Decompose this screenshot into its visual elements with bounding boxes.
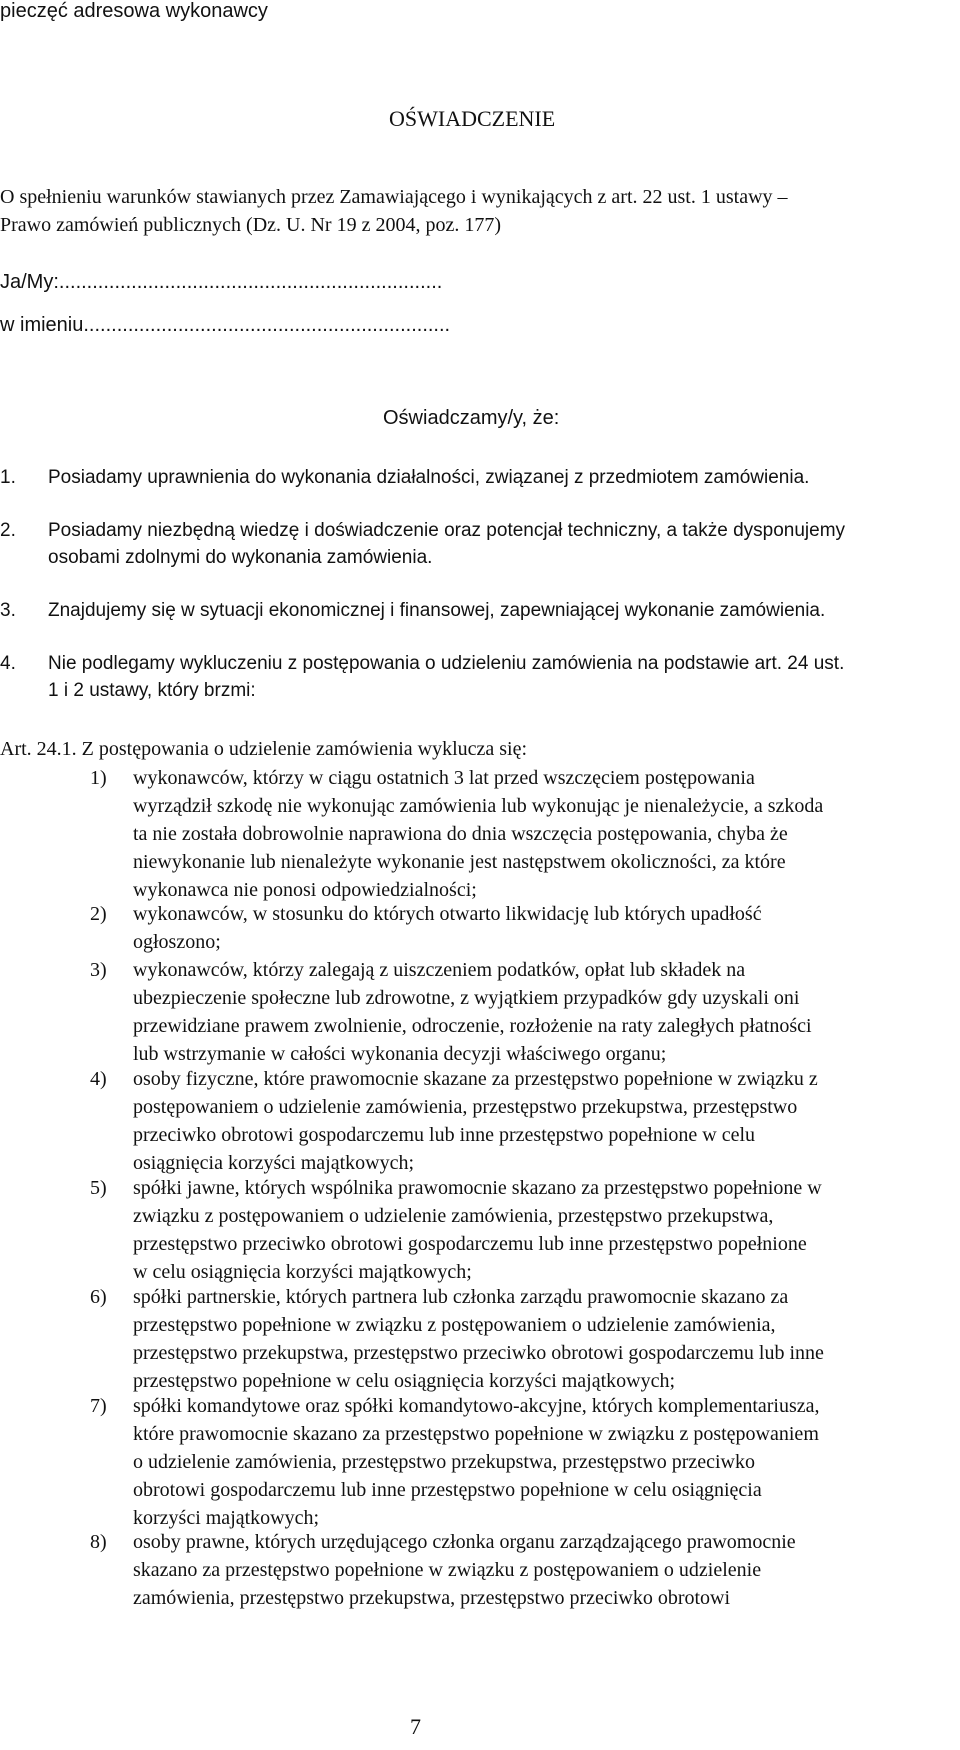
item-line: przewidziane prawem zwolnienie, odroczenie, rozłożenie na raty zaległych płatności — [133, 1015, 812, 1037]
declaration-text — [48, 650, 844, 677]
item-text — [133, 956, 812, 1068]
item-line: wykonawców, którzy w ciągu ostatnich 3 lat przed wszczęciem postępowania — [133, 767, 755, 789]
item-line: obrotowi gospodarczemu lub inne przestępstwo popełnione w celu osiągnięcia — [133, 1479, 762, 1501]
item-line: skazano za przestępstwo popełnione w związku z postępowaniem o udzielenie — [133, 1559, 762, 1581]
item-line: spółki jawne, których wspólnika prawomocnie skazano za przestępstwo popełnione w — [133, 1177, 822, 1199]
item-number: 3) — [90, 959, 107, 981]
item-line: ubezpieczenie społeczne lub zdrowotne, z wyjątkiem przypadków gdy uzyskali oni — [133, 987, 800, 1009]
item-line: przestępstwo popełnione w celu osiągnięcia korzyści majątkowych; — [133, 1370, 676, 1392]
item-line: przestępstwo popełnione w związku z postępowaniem o udzielenie zamówienia, — [133, 1314, 776, 1336]
page-number: 7 — [410, 1714, 421, 1739]
item-number: 6) — [90, 1286, 107, 1308]
item-line: spółki partnerskie, których partnera lub członka zarządu prawomocnie skazano za — [133, 1286, 789, 1308]
intro-line-2: Prawo zamówień publicznych (Dz. U. Nr 19 z 2004, poz. 177) — [0, 214, 501, 236]
declaration-number: 4. — [0, 653, 16, 674]
item-line: wyrządził szkodę nie wykonując zamówienia lub wykonując je nienależycie, a szkoda — [133, 795, 824, 817]
item-line: osoby prawne, których urzędującego członka organu zarządzającego prawomocnie — [133, 1531, 796, 1553]
declaration-line: Nie podlegamy wykluczeniu z postępowania o udzieleniu zamówienia na podstawie art. 24 ust. — [48, 653, 845, 674]
item-line: wykonawców, w stosunku do których otwarto likwidację lub których upadłość — [133, 903, 762, 925]
item-line: wykonawca nie ponosi odpowiedzialności; — [133, 879, 477, 901]
item-line: lub wstrzymanie w całości wykonania decyzji właściwego organu; — [133, 1043, 667, 1065]
item-line: wykonawców, którzy zalegają z uiszczeniem podatków, opłat lub składek na — [133, 959, 746, 981]
item-line: osiągnięcia korzyści majątkowych; — [133, 1152, 415, 1174]
w-imieniu-field: w imieniu.................................................................. — [0, 314, 451, 336]
item-number: 4) — [90, 1068, 107, 1090]
declaration-line: osobami zdolnymi do wykonania zamówienia. — [48, 547, 433, 568]
item-line: w celu osiągnięcia korzyści majątkowych; — [133, 1261, 472, 1283]
item-text — [133, 1174, 822, 1286]
item-line: spółki komandytowe oraz spółki komandytowo-akcyjne, których komplementariusza, — [133, 1395, 820, 1417]
article-heading: Art. 24.1. Z postępowania o udzielenie zamówienia wyklucza się: — [0, 738, 528, 760]
declaration-text — [48, 517, 845, 544]
item-text — [133, 900, 762, 956]
item-text — [133, 764, 823, 904]
item-line: które prawomocnie skazano za przestępstwo popełnione w związku z postępowaniem — [133, 1423, 819, 1445]
stamp-label: pieczęć adresowa wykonawcy — [0, 0, 268, 22]
item-line: postępowaniem o udzielenie zamówienia, przestępstwo przekupstwa, przestępstwo — [133, 1096, 798, 1118]
ja-my-field: Ja/My:..................................................................... — [0, 271, 443, 293]
item-number: 2) — [90, 903, 107, 925]
item-line: o udzielenie zamówienia, przestępstwo przekupstwa, przestępstwo przeciwko — [133, 1451, 755, 1473]
declaration-number: 3. — [0, 600, 16, 621]
item-line: związku z postępowaniem o udzielenie zamówienia, przestępstwo przekupstwa, — [133, 1205, 774, 1227]
item-number: 7) — [90, 1395, 107, 1417]
declaration-line: 1 i 2 ustawy, który brzmi: — [48, 680, 256, 701]
declaration-line: Posiadamy uprawnienia do wykonania działalności, związanej z przedmiotem zamówienia. — [48, 467, 810, 488]
item-line: zamówienia, przestępstwo przekupstwa, przestępstwo przeciwko obrotowi — [133, 1587, 731, 1609]
item-number: 5) — [90, 1177, 107, 1199]
declaration-line: Znajdujemy się w sytuacji ekonomicznej i finansowej, zapewniającej wykonanie zamówienia. — [48, 600, 826, 621]
item-text — [133, 1392, 820, 1532]
oswiadczamy-heading: Oświadczamy/y, że: — [383, 407, 560, 429]
declaration-line: Posiadamy niezbędną wiedzę i doświadczenie oraz potencjał techniczny, a także dysponujemy — [48, 520, 846, 541]
item-line: przestępstwo przeciwko obrotowi gospodarczemu lub inne przestępstwo popełnione — [133, 1233, 807, 1255]
declaration-number: 1. — [0, 467, 16, 488]
item-line: przestępstwo przekupstwa, przestępstwo przeciwko obrotowi gospodarczemu lub inne — [133, 1342, 824, 1364]
item-number: 8) — [90, 1531, 107, 1553]
item-line: ogłoszono; — [133, 931, 221, 953]
item-number: 1) — [90, 767, 107, 789]
item-line: niewykonanie lub nienależyte wykonanie jest następstwem okoliczności, za które — [133, 851, 786, 873]
item-line: korzyści majątkowych; — [133, 1507, 320, 1529]
item-text — [133, 1283, 824, 1395]
declaration-text — [48, 597, 825, 624]
item-line: ta nie została dobrowolnie naprawiona do dnia wszczęcia postępowania, chyba że — [133, 823, 788, 845]
intro-line-1: O spełnieniu warunków stawianych przez Zamawiającego i wynikających z art. 22 ust. 1 ustawy – — [0, 186, 788, 208]
item-line: przeciwko obrotowi gospodarczemu lub inne przestępstwo popełnione w celu — [133, 1124, 756, 1146]
document-title: OŚWIADCZENIE — [389, 106, 556, 131]
item-text — [133, 1528, 796, 1612]
item-text — [133, 1065, 818, 1177]
declaration-text — [48, 464, 809, 491]
item-line: osoby fizyczne, które prawomocnie skazane za przestępstwo popełnione w związku z — [133, 1068, 818, 1090]
declaration-number: 2. — [0, 520, 16, 541]
